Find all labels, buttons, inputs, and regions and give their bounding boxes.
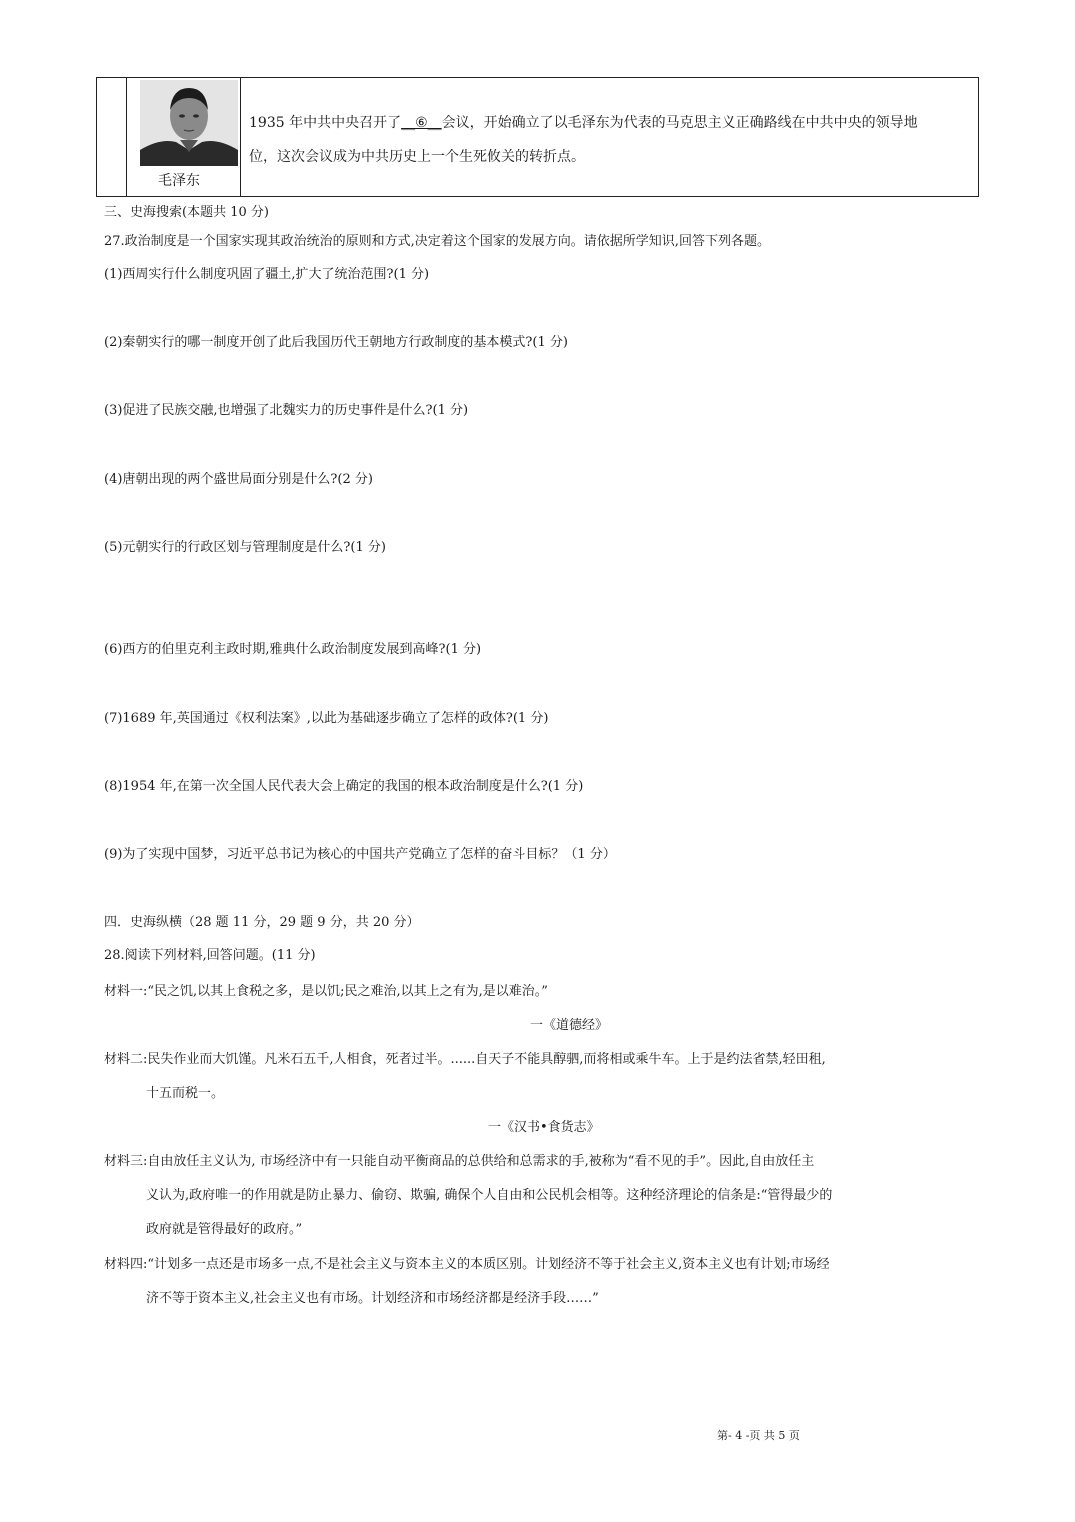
material-4-line-1: 材料四:“计划多一点还是市场多一点,不是社会主义与资本主义的本质区别。计划经济不等于社会主义,资本主义也有计划;市场经 bbox=[104, 1257, 830, 1272]
section3-heading: 三、史海搜索(本题共 10 分) bbox=[104, 205, 269, 220]
table-text-line-1 bbox=[249, 112, 918, 132]
material-3-line-3: 政府就是管得最好的政府。” bbox=[146, 1222, 303, 1237]
material-2-line-2: 十五而税一。 bbox=[146, 1086, 225, 1101]
material-3-line-1: 材料三:自由放任主义认为, 市场经济中有一只能自动平衡商品的总供给和总需求的手,被称为“看不见的手”。因此,自由放任主 bbox=[104, 1154, 815, 1169]
sub-question-8: (8)1954 年,在第一次全国人民代表大会上确定的我国的根本政治制度是什么?(1 分) bbox=[104, 779, 584, 794]
sub-question-7: (7)1689 年,英国通过《权利法案》,以此为基础逐步确立了怎样的政体?(1 分) bbox=[104, 711, 549, 726]
material-2-line-1: 材料二:民失作业而大饥馑。凡米石五千,人相食，死者过半。......自天子不能具醇驷,而将相或乘牛车。上于是约法省禁,轻田租, bbox=[104, 1052, 826, 1067]
question-28: 28.阅读下列材料,回答问题。(11 分) bbox=[104, 948, 316, 963]
table-divider-1 bbox=[126, 78, 127, 196]
material-3-line-2: 义认为,政府唯一的作用就是防止暴力、偷窃、欺骗, 确保个人自由和公民机会相等。这种经济理论的信条是:“管得最少的 bbox=[146, 1188, 833, 1203]
material-1: 材料一:“民之饥,以其上食税之多，是以饥;民之难治,以其上之有为,是以难治。” bbox=[104, 984, 548, 999]
sub-question-1: (1)西周实行什么制度巩固了疆土,扩大了统治范围?(1 分) bbox=[104, 267, 430, 282]
sub-question-6: (6)西方的伯里克利主政时期,雅典什么政治制度发展到高峰?(1 分) bbox=[104, 642, 482, 657]
table-divider-2 bbox=[240, 78, 241, 196]
section4-heading: 四．史海纵横（28 题 11 分，29 题 9 分，共 20 分） bbox=[104, 915, 420, 930]
question-27: 27.政治制度是一个国家实现其政治统治的原则和方式,决定着这个国家的发展方向。请依据所学知识,回答下列各题。 bbox=[104, 234, 770, 249]
sub-question-4: (4)唐朝出现的两个盛世局面分别是什么?(2 分) bbox=[104, 472, 373, 487]
table-text-line-2: 位，这次会议成为中共历史上一个生死攸关的转折点。 bbox=[249, 149, 585, 165]
material-2-source: 一《汉书•食货志》 bbox=[488, 1120, 600, 1135]
sub-question-2: (2)秦朝实行的哪一制度开创了此后我国历代王朝地方行政制度的基本模式?(1 分) bbox=[104, 335, 568, 350]
sub-question-3: (3)促进了民族交融,也增强了北魏实力的历史事件是什么?(1 分) bbox=[104, 403, 469, 418]
photo-caption: 毛泽东 bbox=[158, 173, 200, 189]
fill-blank: __⑥__ bbox=[401, 115, 442, 131]
material-1-source: 一《道德经》 bbox=[530, 1018, 609, 1033]
line1-suffix: 会议，开始确立了以毛泽东为代表的马克思主义正确路线在中共中央的领导地 bbox=[441, 115, 918, 131]
sub-question-5: (5)元朝实行的行政区划与管理制度是什么?(1 分) bbox=[104, 540, 386, 555]
material-4-line-2: 济不等于资本主义,社会主义也有市场。计划经济和市场经济都是经济手段……” bbox=[146, 1291, 599, 1306]
portrait-photo bbox=[140, 80, 238, 166]
sub-question-9: (9)为了实现中国梦，习近平总书记为核心的中国共产党确立了怎样的奋斗目标？（1 分） bbox=[104, 847, 616, 862]
page-number: 第- 4 -页 共 5 页 bbox=[717, 1429, 800, 1442]
line1-prefix: 1935 年中共中央召开了 bbox=[249, 115, 402, 131]
